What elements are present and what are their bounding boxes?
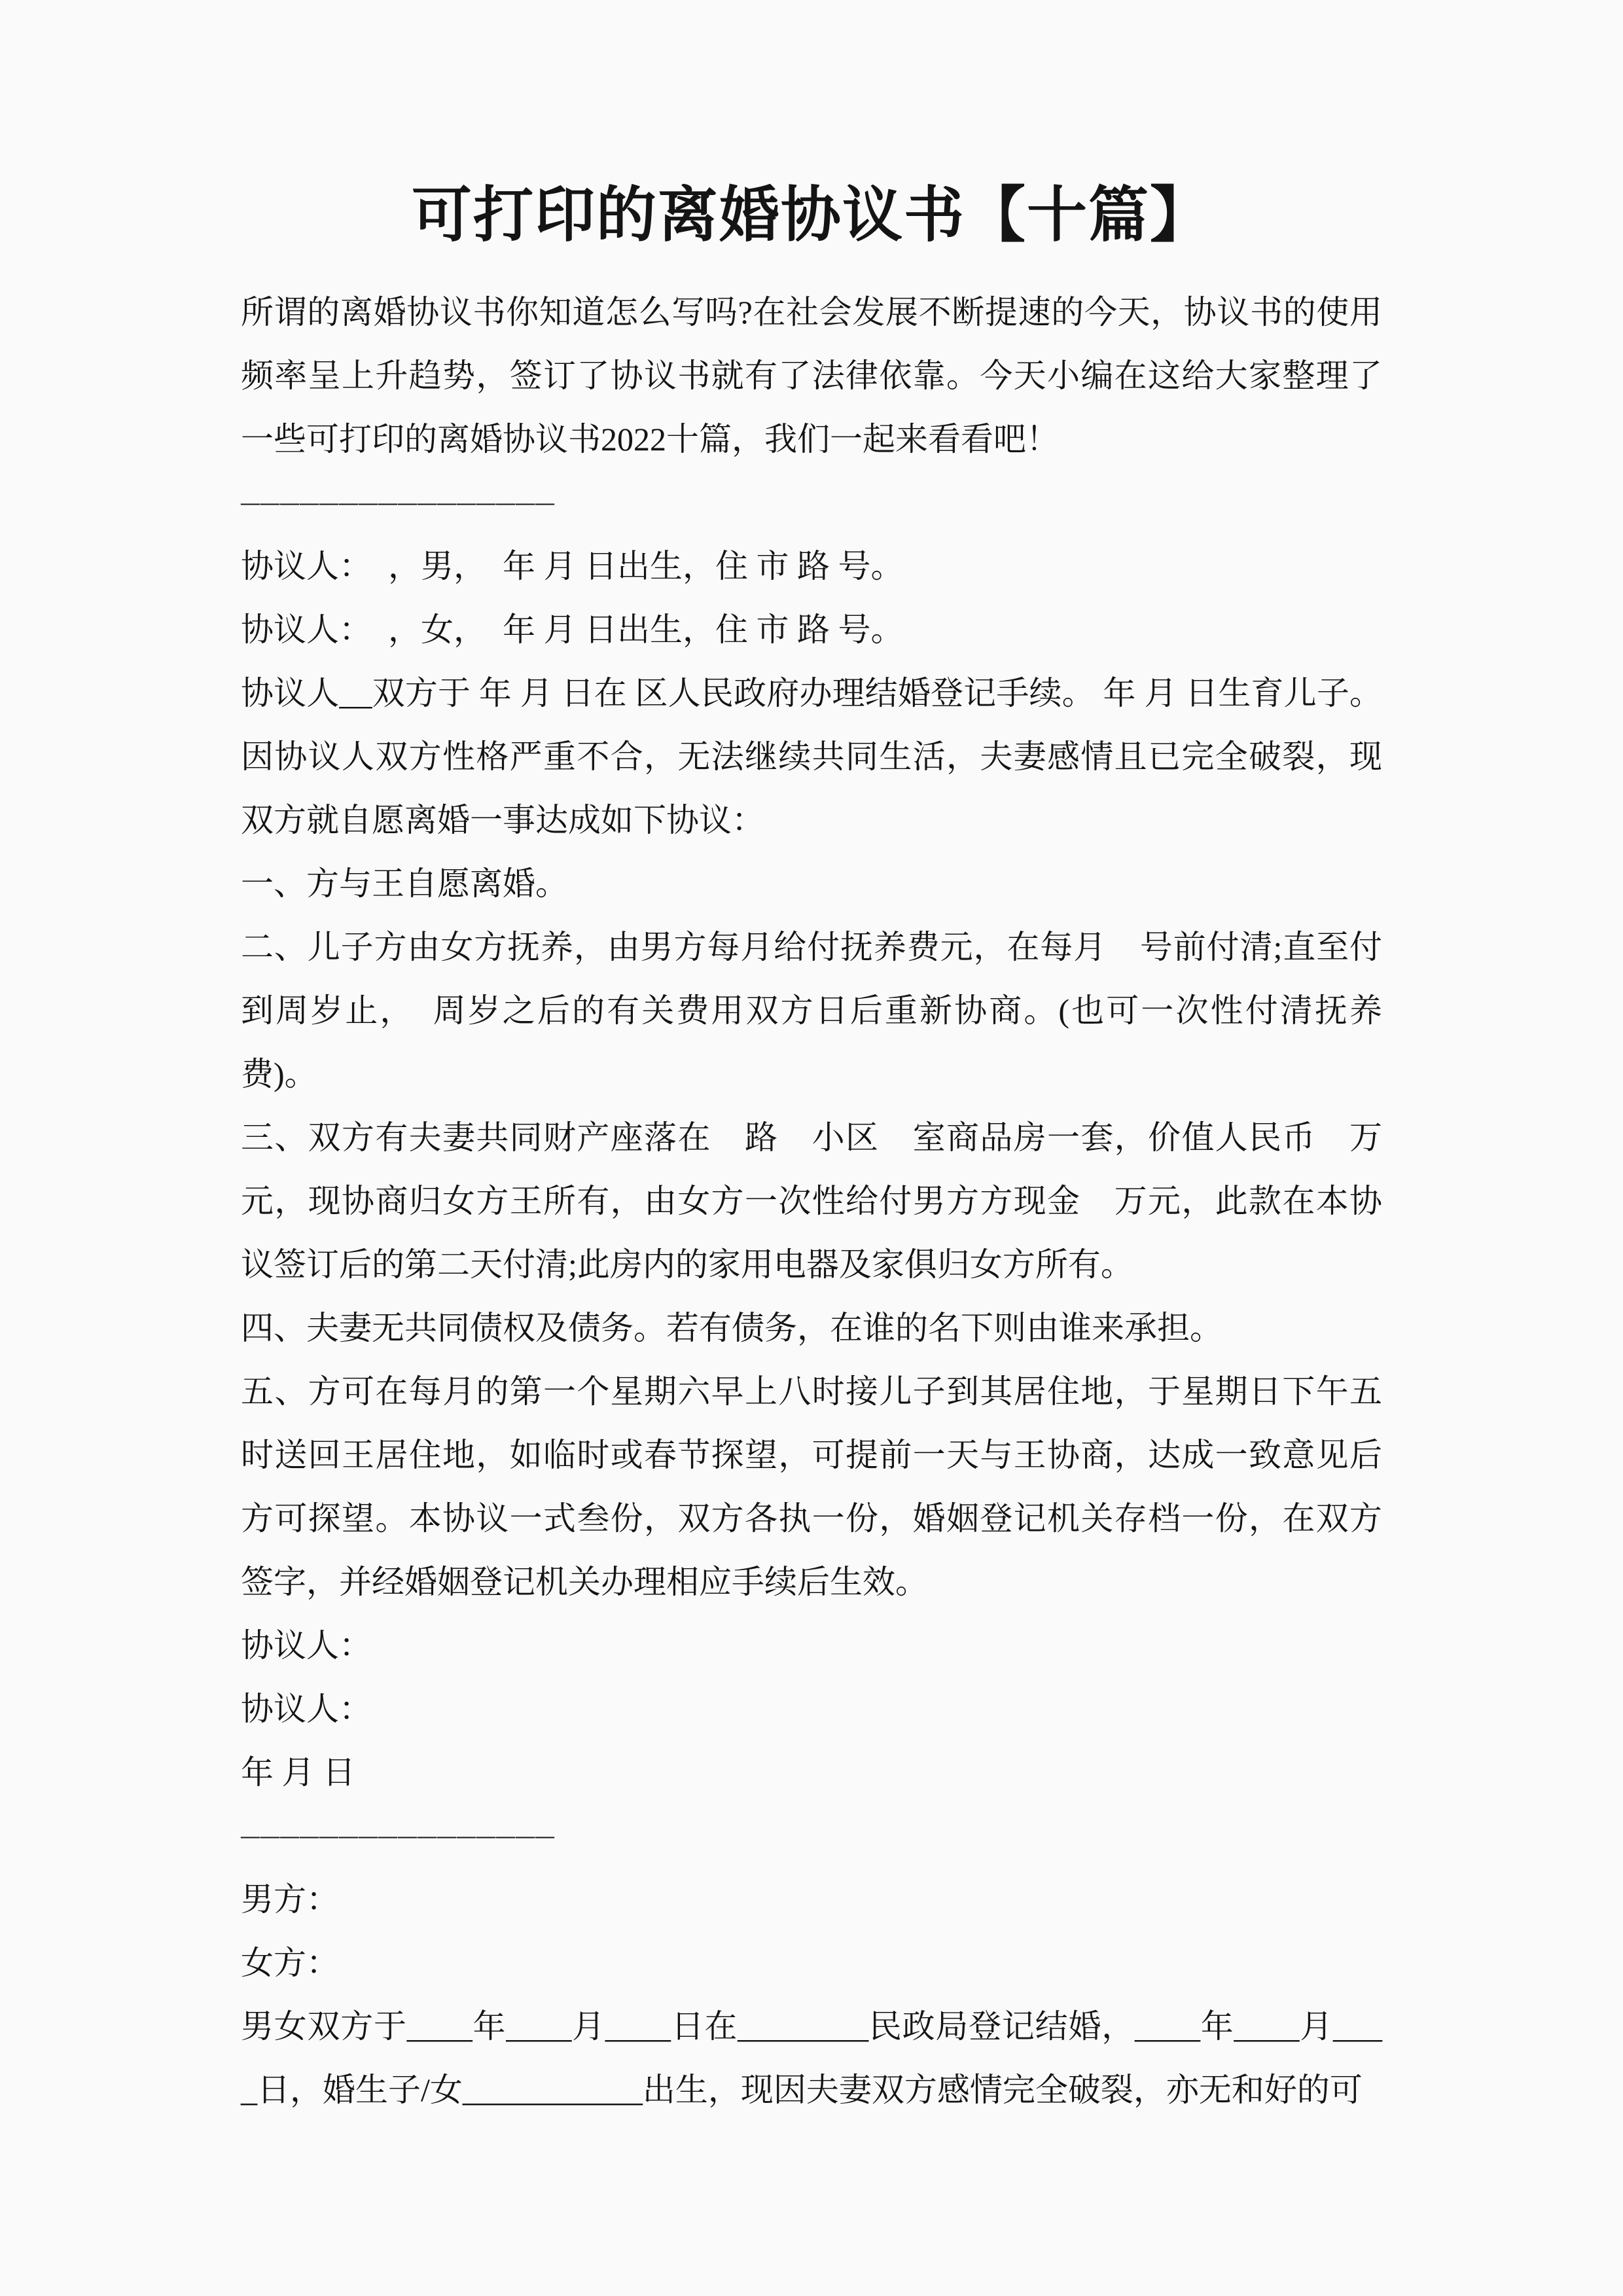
signer-line-2: 协议人：	[241, 1691, 372, 1727]
clause-1-paragraph: 一、方与王自愿离婚。	[241, 865, 568, 902]
clause-4-paragraph: 四、夫妻无共同债权及债务。若有债务，在谁的名下则由谁来承担。	[241, 1310, 1222, 1346]
date-line: 年 月 日	[241, 1754, 355, 1791]
clause-3-paragraph: 三、双方有夫妻共同财产座落在 路 小区 室商品房一套，价值人民币 万元，现协商归女方王所有，由女方一次性给付男方方现金 万元，此款在本协议签订后的第二天付清;此房内的家用电器及家俱归女方所有。	[241, 1119, 1382, 1283]
registration-paragraph: 协议人__双方于 年 月 日在 区人民政府办理结婚登记手续。 年 月 日生育儿子。因协议人双方性格严重不合，无法继续共同生活，夫妻感情且已完全破裂，现双方就自愿离婚一事达成如下协议：	[241, 675, 1382, 838]
document-body	[241, 281, 1382, 2122]
second-agreement-paragraph: 男女双方于____年____月____日在________民政局登记结婚，____年____月____日，婚生子/女___________出生，现因夫妻双方感情完全破裂，亦无和好的可	[241, 2008, 1382, 2108]
wife-line: 女方：	[241, 1945, 339, 1981]
husband-line: 男方：	[241, 1881, 339, 1918]
clause-2-paragraph: 二、儿子方由女方抚养，由男方每月给付抚养费元，在每月 号前付清;直至付到周岁止， 周岁之后的有关费用双方日后重新协商。(也可一次性付清抚养费)。	[241, 929, 1382, 1092]
clause-5-paragraph: 五、方可在每月的第一个星期六早上八时接儿子到其居住地，于星期日下午五时送回王居住地，如临时或春节探望，可提前一天与王协商，达成一致意见后方可探望。本协议一式叁份，双方各执一份，婚姻登记机关存档一份，在双方签字，并经婚姻登记机关办理相应手续后生效。	[241, 1373, 1382, 1600]
intro-paragraph: 所谓的离婚协议书你知道怎么写吗?在社会发展不断提速的今天，协议书的使用频率呈上升趋势，签订了协议书就有了法律依靠。今天小编在这给大家整理了一些可打印的离婚协议书2022十篇，我们一起来看看吧！	[241, 294, 1382, 457]
party-line-male: 协议人： ，男， 年 月 日出生，住 市 路 号。	[241, 548, 904, 584]
document-title: 可打印的离婚协议书【十篇】	[411, 182, 1211, 249]
separator-line-1: ————————————————	[241, 492, 555, 513]
separator-line-2: ————————————————	[241, 1825, 555, 1846]
party-line-female: 协议人： ，女， 年 月 日出生，住 市 路 号。	[241, 611, 904, 648]
signer-line-1: 协议人：	[241, 1627, 372, 1664]
